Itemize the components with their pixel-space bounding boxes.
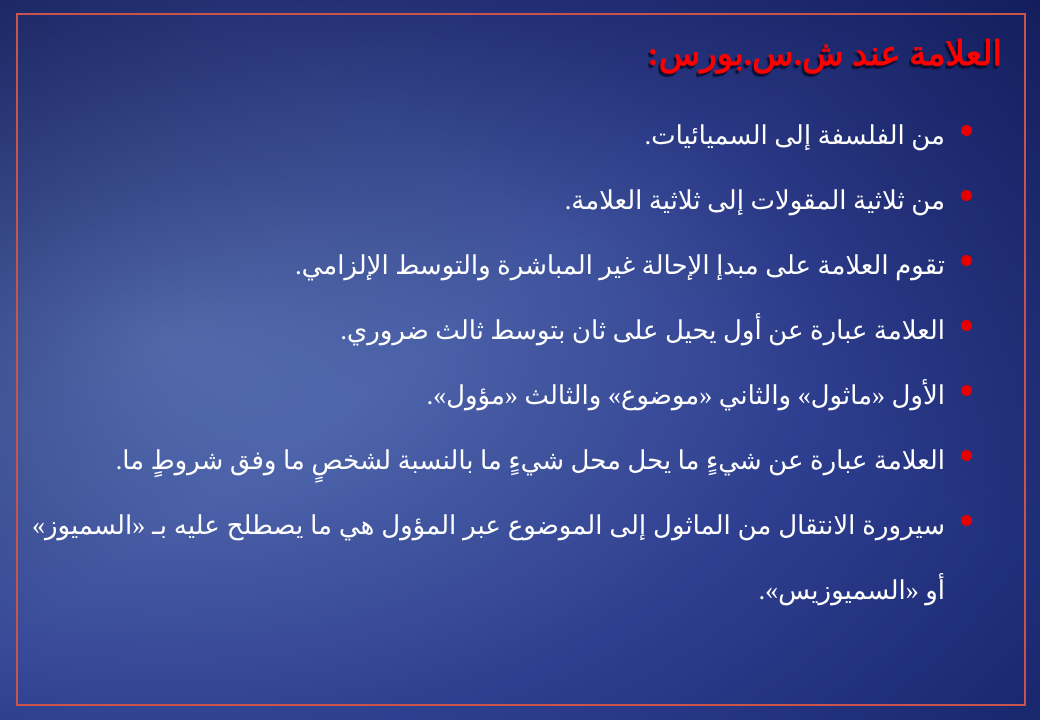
bullet-item: [32, 103, 945, 168]
bullet-icon: [961, 320, 972, 331]
bullet-text: الأول «ماثول» والثاني «موضوع» والثالث «مؤول».: [426, 381, 945, 410]
bullet-text: العلامة عبارة عن شيءٍ ما يحل محل شيءٍ ما بالنسبة لشخصٍ ما وفق شروطٍ ما.: [115, 446, 945, 475]
bullet-item: [32, 363, 945, 428]
bullet-icon: [961, 190, 972, 201]
bullet-icon: [961, 385, 972, 396]
bullet-item: [32, 298, 945, 363]
bullet-text: من ثلاثية المقولات إلى ثلاثية العلامة.: [564, 186, 945, 215]
bullet-item: [32, 428, 945, 493]
bullet-item: [32, 493, 945, 623]
bullet-text: من الفلسفة إلى السميائيات.: [644, 121, 945, 150]
bullet-text: العلامة عبارة عن أول يحيل على ثان بتوسط ثالث ضروري.: [340, 316, 945, 345]
bullet-item: [32, 168, 945, 233]
bullet-icon: [961, 255, 972, 266]
bullet-item: [32, 233, 945, 298]
bullet-list: [32, 103, 945, 623]
bullet-text: تقوم العلامة على مبدإ الإحالة غير المباشرة والتوسط الإلزامي.: [295, 251, 945, 280]
bullet-icon: [961, 125, 972, 136]
bullet-icon: [961, 450, 972, 461]
slide-title: العلامة عند ش.س.بورس:: [647, 36, 1002, 73]
bullet-icon: [961, 515, 972, 526]
bullet-text: سيرورة الانتقال من الماثول إلى الموضوع عبر المؤول هي ما يصطلح عليه بـ «السميوز» أو «السميوزيس».: [32, 511, 945, 605]
